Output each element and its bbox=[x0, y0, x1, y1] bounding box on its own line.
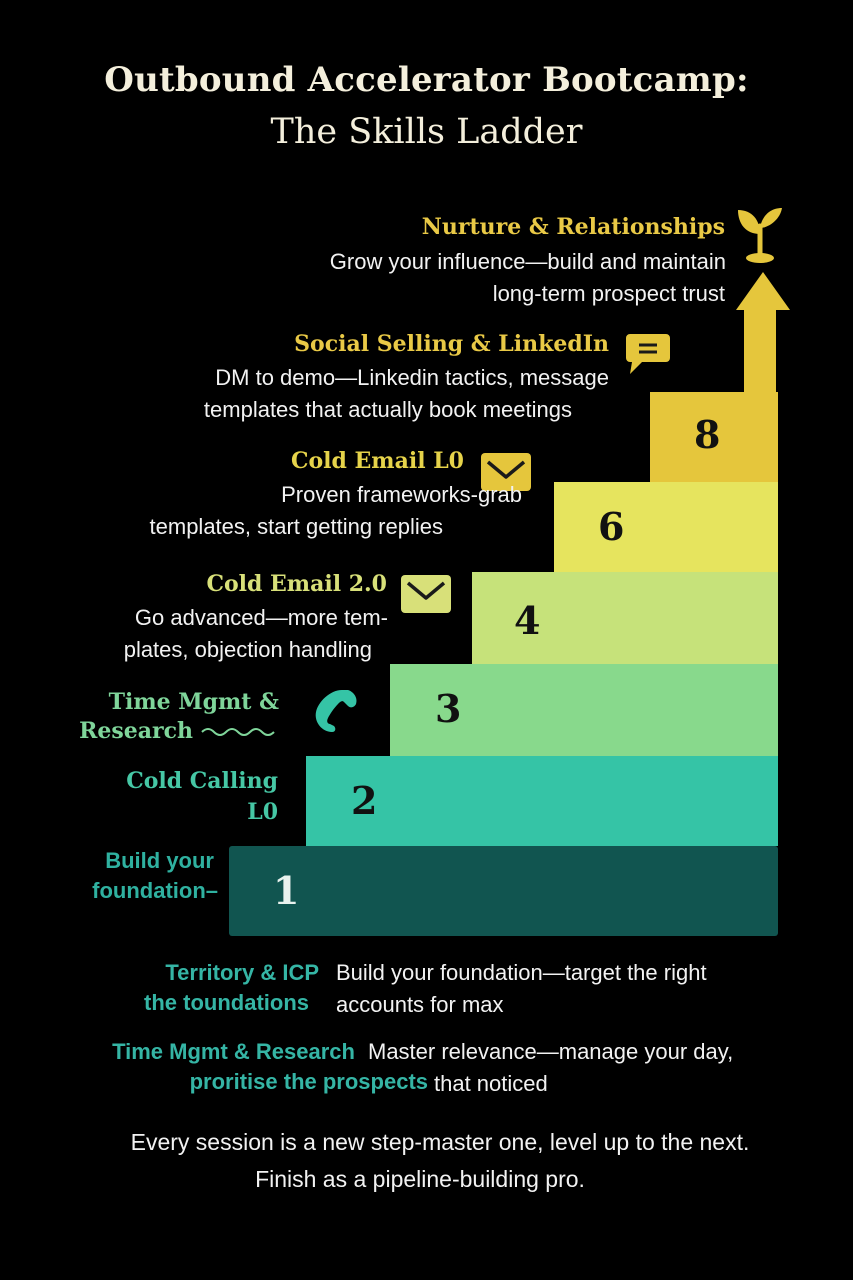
time-mgmt-title-line1: Time Mgmt & bbox=[108, 689, 279, 715]
nurture-title: Nurture & Relationships bbox=[421, 214, 725, 240]
social-selling-desc-line2: templates that actually book meetings bbox=[203, 397, 572, 422]
step-number-3: 3 bbox=[435, 686, 462, 731]
step-block-4 bbox=[472, 572, 778, 664]
step-number-2: 2 bbox=[351, 778, 378, 823]
nurture-desc-line1: Grow your influence—build and maintain bbox=[329, 249, 726, 274]
territory-icp-title-line2: the toundations bbox=[144, 990, 309, 1015]
step-number-4: 4 bbox=[514, 598, 541, 643]
nurture-desc-line2: long-term prospect trust bbox=[492, 281, 725, 306]
cold-email-l0-title: Cold Email L0 bbox=[290, 448, 464, 474]
step-block-1 bbox=[229, 846, 778, 936]
footer-line1: Every session is a new step-master one, level up to the next. bbox=[130, 1129, 750, 1155]
cold-email-l0-desc-line1: Proven frameworks-grab bbox=[281, 482, 522, 507]
sprout-icon bbox=[734, 202, 786, 264]
step-block-6 bbox=[554, 482, 778, 572]
envelope-icon bbox=[400, 573, 452, 615]
step-block-8 bbox=[650, 392, 778, 482]
step-number-1: 1 bbox=[273, 868, 300, 913]
up-arrow-icon bbox=[734, 272, 792, 394]
territory-icp-desc-line2: accounts for max bbox=[336, 992, 504, 1017]
cold-calling-title-line2: L0 bbox=[247, 799, 278, 825]
page-subtitle: The Skills Ladder bbox=[270, 112, 583, 152]
social-selling-desc-line1: DM to demo—Linkedin tactics, message bbox=[215, 365, 609, 390]
cold-calling-title-line1: Cold Calling bbox=[126, 768, 278, 794]
territory-icp-desc-line1: Build your foundation—target the right bbox=[336, 960, 707, 985]
time-mgmt-research-title-line2: proritise the prospects bbox=[189, 1069, 428, 1094]
time-mgmt-research-desc-line2: that noticed bbox=[434, 1071, 548, 1096]
chat-bubble-icon bbox=[624, 330, 672, 376]
cold-email-2-desc-line2: plates, objection handling bbox=[123, 637, 372, 662]
time-mgmt-title-line2: Research bbox=[79, 718, 193, 744]
page-title: Outbound Accelerator Bootcamp: bbox=[104, 60, 749, 100]
foundation-title-line1: Build your bbox=[105, 848, 214, 873]
phone-icon bbox=[312, 686, 360, 734]
time-mgmt-research-title-line1: Time Mgmt & Research bbox=[112, 1039, 355, 1064]
foundation-title-line2: foundation– bbox=[92, 878, 218, 903]
footer-line2: Finish as a pipeline-building pro. bbox=[255, 1166, 585, 1192]
cold-email-l0-desc-line2: templates, start getting replies bbox=[149, 514, 443, 539]
step-number-8: 8 bbox=[694, 412, 721, 457]
cold-email-2-desc-line1: Go advanced—more tem- bbox=[134, 605, 388, 630]
step-number-6: 6 bbox=[598, 504, 625, 549]
step-block-2 bbox=[306, 756, 778, 846]
squiggle-decoration-icon bbox=[200, 726, 276, 738]
territory-icp-title-line1: Territory & ICP bbox=[165, 960, 319, 985]
step-block-3 bbox=[390, 664, 778, 756]
cold-email-2-title: Cold Email 2.0 bbox=[206, 571, 387, 597]
social-selling-title: Social Selling & LinkedIn bbox=[294, 331, 609, 357]
time-mgmt-research-desc-line1: Master relevance—manage your day, bbox=[368, 1039, 734, 1064]
